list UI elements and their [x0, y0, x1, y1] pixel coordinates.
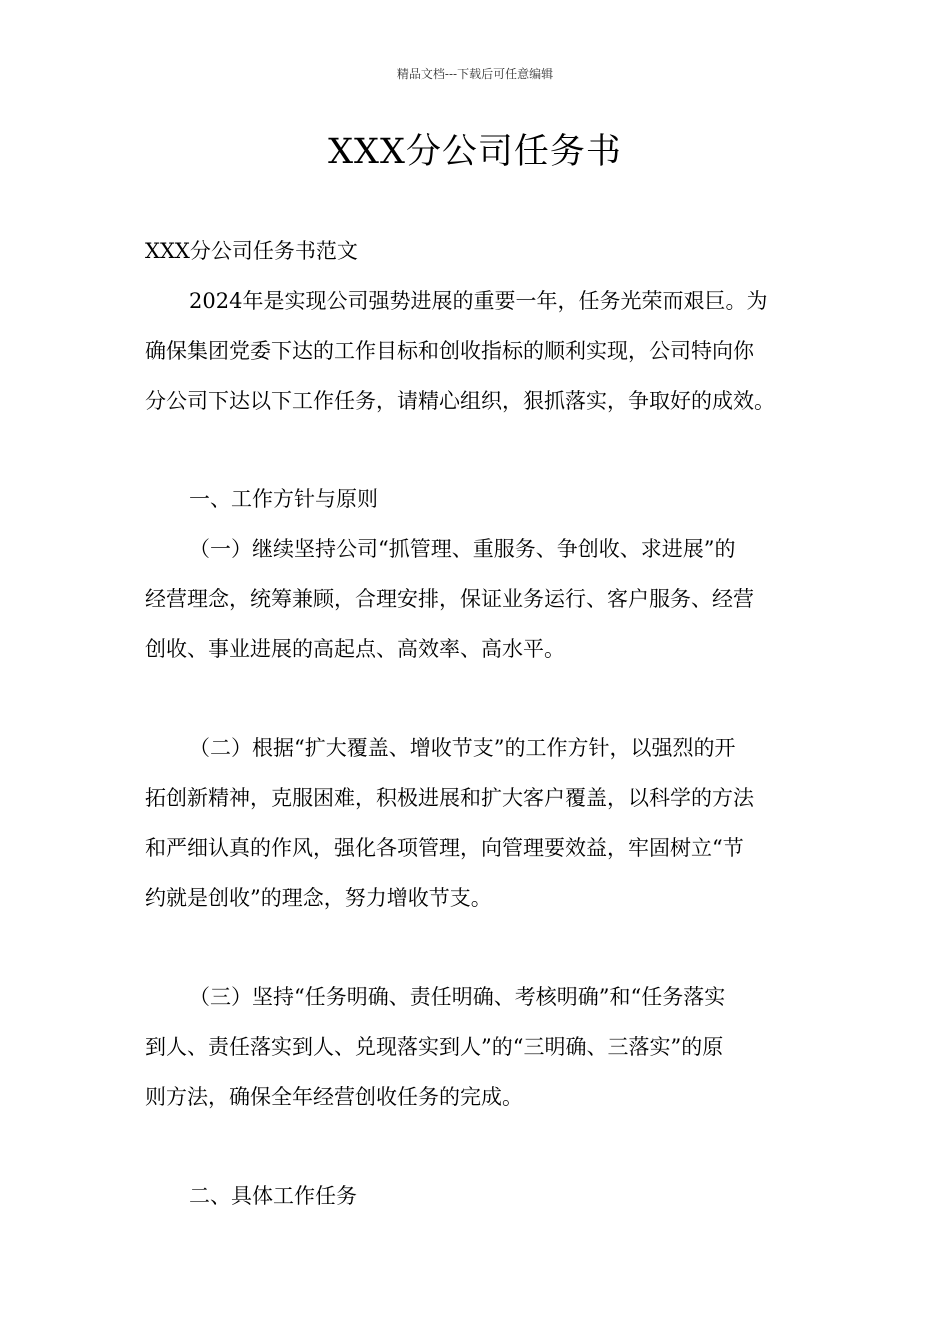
- item-3-line-3: 则方法，确保全年经营创收任务的完成。: [145, 1085, 523, 1109]
- item-2-line-1: （二）根据“扩大覆盖、增收节支”的工作方针，以强烈的开: [189, 736, 736, 760]
- item-1-line-3: 创收、事业进展的高起点、高效率、高水平。: [145, 637, 565, 661]
- item-3-line-2: 到人、责任落实到人、兑现落实到人”的“三明确、三落实”的原: [145, 1035, 724, 1059]
- intro-line-3: 分公司下达以下工作任务，请精心组织，狠抓落实，争取好的成效。: [145, 389, 775, 413]
- item-1-line-1: （一）继续坚持公司“抓管理、重服务、争创收、求进展”的: [189, 537, 736, 561]
- page-header-watermark: 精品文档---下载后可任意编辑: [396, 67, 554, 81]
- section-1-heading: 一、工作方针与原则: [189, 487, 378, 511]
- item-1-line-2: 经营理念，统筹兼顾，合理安排，保证业务运行、客户服务、经营: [145, 587, 754, 611]
- item-2-line-2: 拓创新精神，克服困难，积极进展和扩大客户覆盖，以科学的方法: [145, 786, 754, 810]
- item-3-line-1: （三）坚持“任务明确、责任明确、考核明确”和“任务落实: [189, 985, 726, 1009]
- item-2-line-3: 和严细认真的作风，强化各项管理，向管理要效益，牢固树立“节: [145, 836, 744, 860]
- document-subtitle: XXX分公司任务书范文: [145, 239, 358, 263]
- document-title: XXX分公司任务书: [328, 132, 622, 172]
- intro-line-1: 2024年是实现公司强势进展的重要一年，任务光荣而艰巨。为: [189, 289, 768, 313]
- section-2-heading: 二、具体工作任务: [189, 1184, 357, 1208]
- intro-line-2: 确保集团党委下达的工作目标和创收指标的顺利实现，公司特向你: [145, 339, 754, 363]
- item-2-line-4: 约就是创收”的理念，努力增收节支。: [145, 886, 492, 910]
